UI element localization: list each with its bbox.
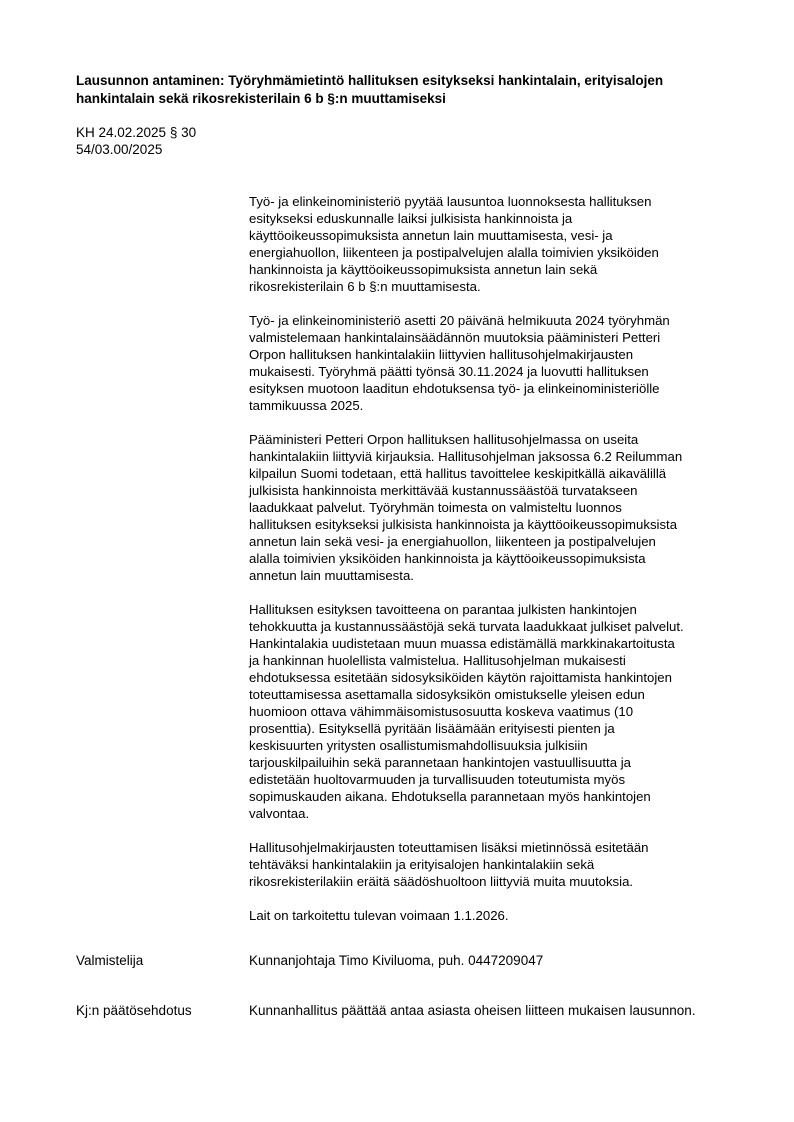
- proposal-value: Kunnanhallitus päättää antaa asiasta oheisen liitteen mukaisen lausunnon.: [249, 1003, 696, 1018]
- paragraph-request: Työ- ja elinkeinoministeriö pyytää lausuntoa luonnoksesta hallituksen esitykseksi eduskunnalle laiksi julkisista hankinnoista ja käyttöoikeussopimuksista annetun lain muuttamisesta, vesi- ja energiahuollon, liikenteen ja postipalvelujen alalla toimivien yksiköiden hankinnoista ja käyttöoikeussopimuksista annetun lain sekä rikosrekisterilain 6 b §:n muuttamisesta.: [249, 194, 659, 294]
- proposal-label: Kj:n päätösehdotus: [76, 1003, 192, 1018]
- title-line-2: hankintalain sekä rikosrekisterilain 6 b §:n muuttamiseksi: [76, 91, 446, 106]
- preparer-value: Kunnanjohtaja Timo Kiviluoma, puh. 0447209047: [249, 953, 544, 968]
- title-line-1: Lausunnon antaminen: Työryhmämietintö hallituksen esitykseksi hankintalain, erityisalojen: [76, 73, 664, 88]
- paragraph-objectives: Hallituksen esityksen tavoitteena on parantaa julkisten hankintojen tehokkuutta ja kustannussäästöjä sekä turvata laadukkaat julkiset palvelut. Hankintalakia uudistetaan muun muassa edistämällä markkinakartoitusta ja hankinnan huolellista valmistelua. Hallitusohjelman mukaisesti ehdotuksessa esitetään sidosyksiköiden käytön rajoittamista hankintojen toteuttamisessa asettamalla sidosyksikön omistukselle yleisen edun huomioon ottava vähimmäisomistusosuutta koskeva vaatimus (10 prosenttia). Esityksellä pyritään lisäämään erityisesti pienten ja keskisuurten yritysten osallistumismahdollisuuksia julkisiin tarjouskilpailuihin sekä parannetaan hankintojen vastuullisuutta ja edistetään huoltovarmuuden ja turvallisuuden toteutumista myös sopimuskauden aikana. Ehdotuksella parannetaan myös hankintojen valvontaa.: [249, 602, 684, 821]
- preparer-label: Valmistelija: [76, 953, 144, 968]
- meeting-date-section: KH 24.02.2025 § 30: [76, 125, 197, 140]
- document-title: [76, 72, 756, 108]
- paragraph-other-changes: Hallitusohjelmakirjausten toteuttamisen lisäksi mietinnössä esitetään tehtäväksi hankintalakiin ja erityisalojen hankintalakiin sekä rikosrekisterilakiin eräitä säädöshuoltoon liittyviä muita muutoksia.: [249, 840, 649, 889]
- meeting-reference: [76, 124, 196, 158]
- paragraph-working-group: Työ- ja elinkeinoministeriö asetti 20 päivänä helmikuuta 2024 työryhmän valmistelemaan hankintalainsäädännön muutoksia pääministeri Petteri Orpon hallituksen hankintalakiin liittyvien hallitusohjelmakirjausten mukaisesti. Työryhmä päätti työnsä 30.11.2024 ja luovutti hallituksen esityksen muotoon laaditun ehdotuksensa työ- ja elinkeinoministeriölle tammikuussa 2025.: [249, 313, 670, 413]
- document-body: [249, 193, 749, 941]
- paragraph-government-programme: Pääministeri Petteri Orpon hallituksen hallitusohjelmassa on useita hankintalakiin liittyviä kirjauksia. Hallitusohjelman jaksossa 6.2 Reilumman kilpailun Suomi todetaan, että hallitus tavoittelee keskipitkällä aikavälillä julkisista hankinnoista merkittävää kustannussäästöä turvatakseen laadukkaat palvelut. Työryhmän toimesta on valmisteltu luonnos hallituksen esitykseksi julkisista hankinnoista ja käyttöoikeussopimuksista annetun lain sekä vesi- ja energiahuollon, liikenteen ja postipalvelujen alalla toimivien yksiköiden hankinnoista ja käyttöoikeussopimuksista annetun lain muuttamisesta.: [249, 432, 683, 583]
- record-number: 54/03.00/2025: [76, 142, 163, 157]
- paragraph-entry-into-force: Lait on tarkoitettu tulevan voimaan 1.1.2026.: [249, 908, 509, 923]
